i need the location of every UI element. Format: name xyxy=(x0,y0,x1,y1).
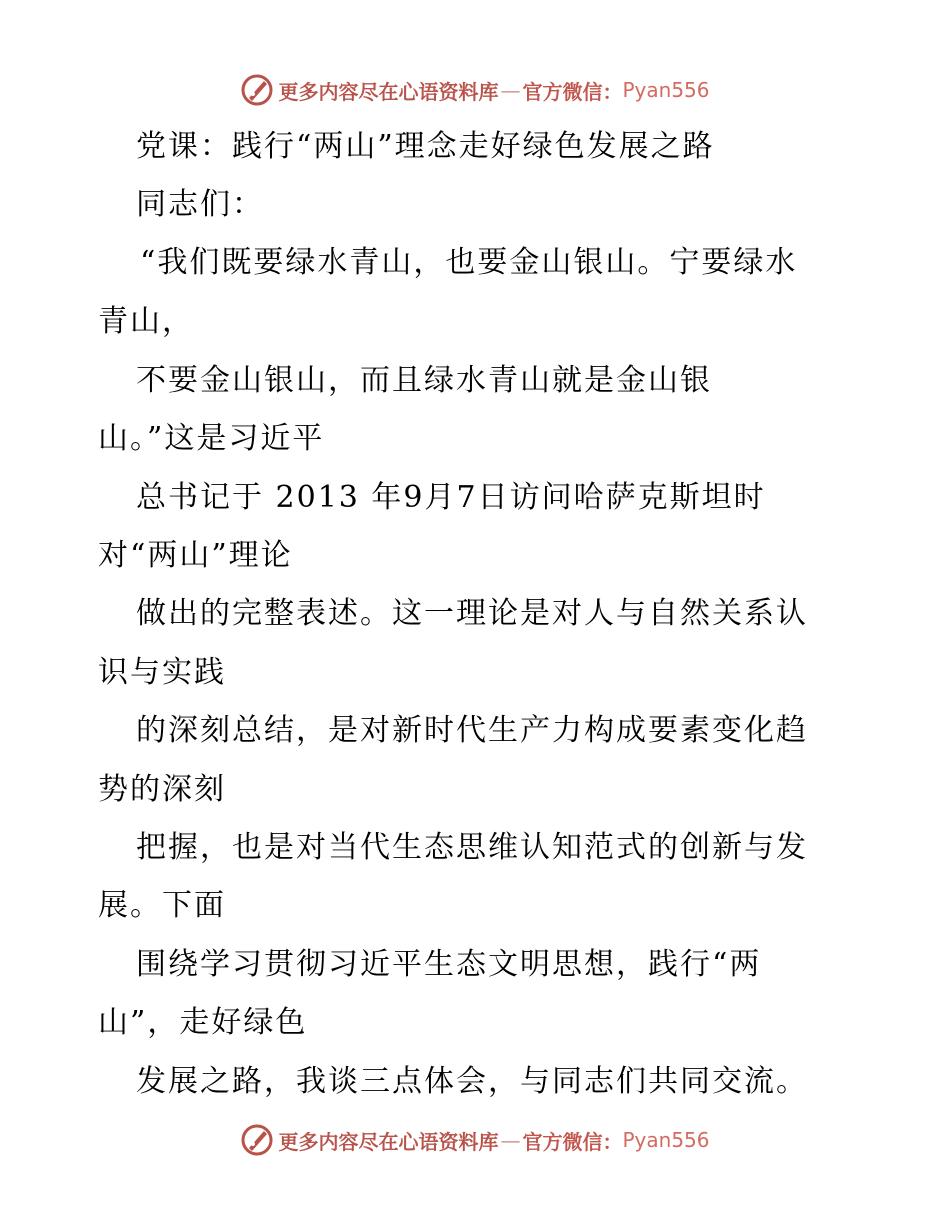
body-line: 山”，走好绿色 xyxy=(98,1005,308,1040)
body-line: 总书记于 2013 年9月7日访问哈萨克斯坦时 xyxy=(136,480,766,515)
document-title: 党课：践行“两山”理念走好绿色发展之路 xyxy=(136,129,715,164)
body-line: 围绕学习贯彻习近平生态文明思想，践行“两 xyxy=(136,947,762,982)
salutation: 同志们： xyxy=(136,187,264,222)
watermark-account: Pyan556 xyxy=(622,78,710,102)
body-line: “我们既要绿水青山，也要金山银山。宁要绿水 xyxy=(140,245,798,280)
body-line: 山。”这是习近平 xyxy=(98,421,325,456)
body-line: 发展之路，我谈三点体会，与同志们共同交流。 xyxy=(136,1064,808,1099)
watermark-sub-text: 官方微信： xyxy=(522,79,623,104)
body-line: 做出的完整表述。这一理论是对人与自然关系认 xyxy=(136,596,808,631)
footer-watermark xyxy=(0,1120,950,1160)
body-line: 势的深刻 xyxy=(98,772,226,807)
body-line: 把握，也是对当代生态思维认知范式的创新与发 xyxy=(136,830,808,865)
body-line: 识与实践 xyxy=(98,655,226,690)
header-watermark xyxy=(0,70,950,110)
watermark-dash: — xyxy=(500,78,521,102)
body-line: 不要金山银山，而且绿水青山就是金山银 xyxy=(136,363,712,398)
watermark-account: Pyan556 xyxy=(622,1128,710,1152)
pen-logo-icon xyxy=(240,73,274,107)
watermark-sub-text: 官方微信： xyxy=(522,1129,623,1154)
pen-logo-icon xyxy=(240,1123,274,1157)
watermark-main-text: 更多内容尽在心语资料库 xyxy=(278,79,499,104)
body-line: 对“两山”理论 xyxy=(98,538,293,573)
watermark-main-text: 更多内容尽在心语资料库 xyxy=(278,1129,499,1154)
body-line: 的深刻总结，是对新时代生产力构成要素变化趋 xyxy=(136,713,808,748)
watermark-dash: — xyxy=(500,1128,521,1152)
body-line: 展。下面 xyxy=(98,888,226,923)
body-line: 青山， xyxy=(98,304,194,339)
